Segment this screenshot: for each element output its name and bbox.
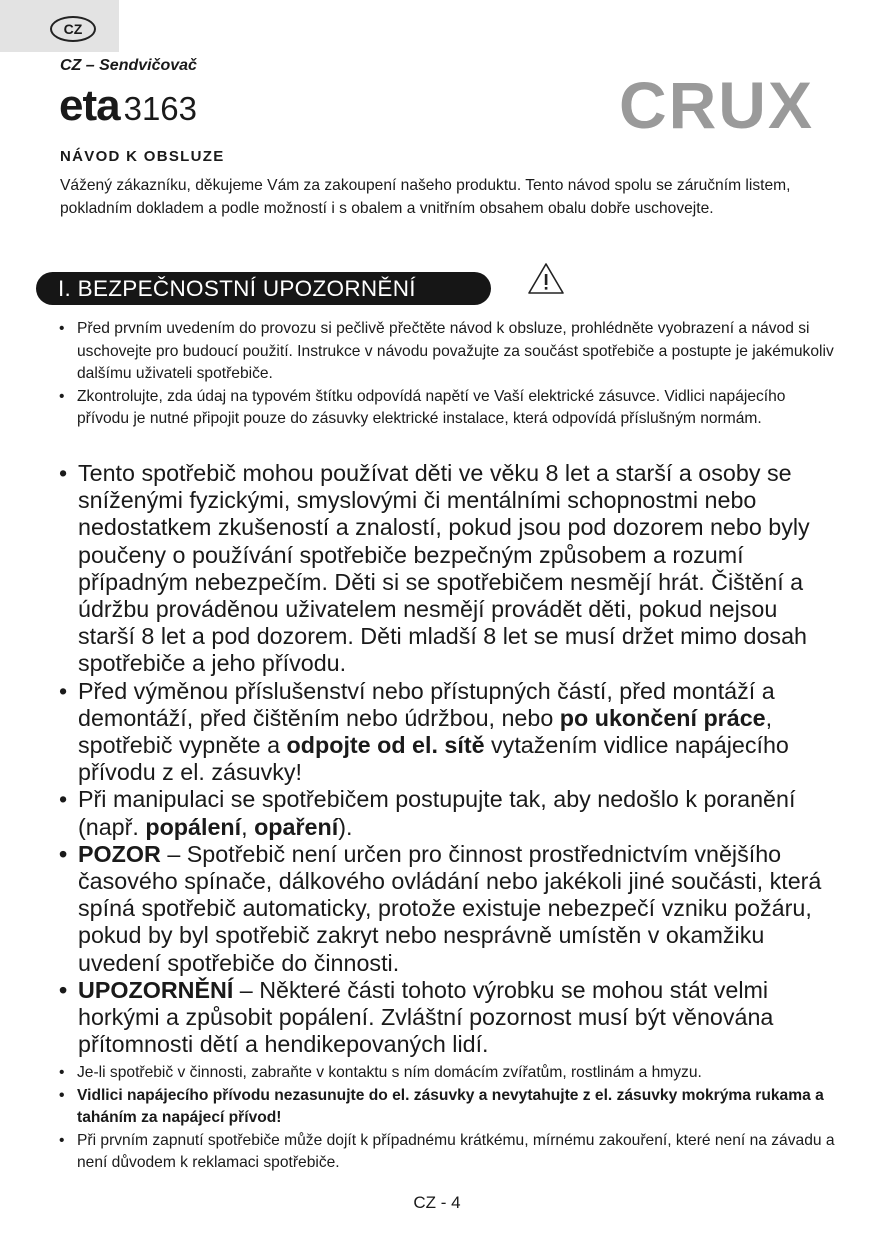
safety-list-bottom: [58, 1062, 838, 1175]
list-item-handling: • Při manipulaci se spotřebičem postupujte tak, aby nedošlo k poranění (např. popálení, opaření).: [58, 786, 838, 840]
language-tab: [0, 0, 119, 52]
page-number: CZ - 4: [413, 1193, 461, 1212]
list-item: • Zkontrolujte, zda údaj na typovém štítku odpovídá napětí ve Vaší elektrické zásuvce. Vidlici napájecího přívodu je nutné připojit pouze do zásuvky elektrické instalace, která odpovídá příslušným normám.: [58, 386, 838, 431]
list-item-first-use: • Při prvním zapnutí spotřebiče může dojít k případnému krátkému, mírnému zakouření, které není na závadu a není důvodem k reklamaci spotřebiče.: [58, 1130, 838, 1175]
product-line-logo: CRUX: [618, 68, 814, 142]
safety-list-main: [58, 460, 838, 1058]
manual-heading: NÁVOD K OBSLUZE: [60, 148, 225, 165]
model-number: 3163: [123, 90, 198, 127]
list-item-children: • Tento spotřebič mohou používat děti ve věku 8 let a starší a osoby se sníženými fyzickými, smyslovými či mentálními schopnostmi nebo nedostatkem zkušeností a znalostí, pokud jsou pod dozorem nebo byly poučeny o používání spotřebiče bezpečným způsobem a rozumí případným nebezpečím. Děti si se spotřebičem nesmějí hrát. Čištění a údržbu prováděnou uživatelem nesmějí provádět děti, pokud nejsou starší 8 let a pod dozorem. Děti mladší 8 let se musí držet mimo dosah spotřebiče a jeho přívodu.: [58, 460, 838, 678]
product-title: [59, 81, 198, 130]
list-item-pozor: • POZOR – Spotřebič není určen pro činnost prostřednictvím vnějšího časového spínače, dálkového ovládání nebo jakékoli jiné součásti, která spíná spotřebič automaticky, protože existuje nebezpečí vzniku požáru, pokud by byl spotřebič zakryt nebo nesprávně umístěn v okamžiku uvedení spotřebiče do činnosti.: [58, 841, 838, 977]
list-item-animals: • Je-li spotřebič v činnosti, zabraňte v kontaktu s ním domácím zvířatům, rostlinám a hmyzu.: [58, 1062, 838, 1085]
warning-triangle-icon: [527, 262, 565, 295]
list-item: • Před prvním uvedením do provozu si pečlivě přečtěte návod k obsluze, prohlédněte vyobrazení a návod si uschovejte pro budoucí použití. Instrukce v návodu považujte za součást spotřebiče a postupte je jakémukoliv dalšímu uživateli spotřebiče.: [58, 318, 838, 386]
language-badge: CZ: [50, 16, 96, 42]
document-subtitle: CZ – Sendvičovač: [60, 57, 197, 74]
brand-logo: eta: [59, 81, 120, 130]
list-item-wet-hands: • Vidlici napájecího přívodu nezasunujte do el. zásuvky a nevytahujte z el. zásuvky mokrýma rukama a taháním za napájecí přívod!: [58, 1085, 838, 1130]
intro-paragraph: Vážený zákazníku, děkujeme Vám za zakoupení našeho produktu. Tento návod spolu se záručním listem, pokladním dokladem a podle možností i s obalem a vnitřním obsahem obalu dobře uschovejte.: [60, 177, 791, 217]
safety-list-top: [58, 318, 838, 431]
list-item-accessories: • Před výměnou příslušenství nebo přístupných částí, před montáží a demontáží, před čištěním nebo údržbou, nebo po ukončení práce, spotřebič vypněte a odpojte od el. sítě vytažením vidlice napájecího přívodu z el. zásuvky!: [58, 678, 838, 787]
list-item-upozorneni: • UPOZORNĚNÍ – Některé části tohoto výrobku se mohou stát velmi horkými a způsobit popálení. Zvláštní pozornost musí být věnována přítomnosti dětí a hendikepovaných lidí.: [58, 977, 838, 1059]
section-heading: I. BEZPEČNOSTNÍ UPOZORNĚNÍ: [36, 272, 491, 305]
